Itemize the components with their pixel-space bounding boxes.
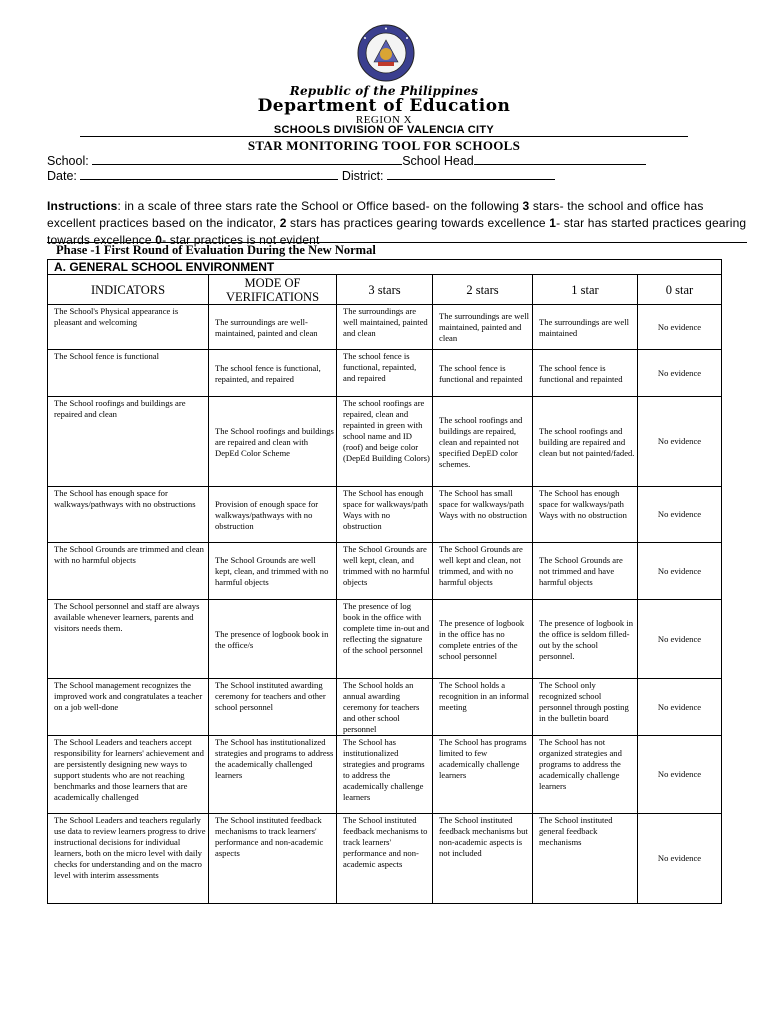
two-star-cell: The School has small space for walkways/path Ways with no obstruction bbox=[433, 487, 533, 543]
indicator-cell: The School roofings and buildings are repaired and clean bbox=[48, 397, 209, 487]
two-star-cell: The School has programs limited to few academically challenge learners bbox=[433, 736, 533, 814]
indicator-cell: The School's Physical appearance is pleasant and welcoming bbox=[48, 305, 209, 350]
rubric-table bbox=[47, 259, 722, 904]
instructions-number: 3 bbox=[522, 199, 530, 213]
mov-cell: The presence of logbook book in the office/s bbox=[209, 600, 337, 679]
district-label: District: bbox=[341, 169, 384, 183]
document-title: STAR MONITORING TOOL FOR SCHOOLS bbox=[247, 138, 521, 153]
header-divider bbox=[80, 136, 688, 137]
two-star-cell: The School Grounds are well kept and clean, not trimmed, and with no harmful objects bbox=[433, 543, 533, 600]
mov-cell: The School roofings and buildings are repaired and clean with DepEd Color Scheme bbox=[209, 397, 337, 487]
two-star-cell: The surroundings are well maintained, painted and clean bbox=[433, 305, 533, 350]
three-star-cell: The School Grounds are well kept, clean, and trimmed with no harmful objects bbox=[337, 543, 433, 600]
one-star-cell: The surroundings are well maintained bbox=[533, 305, 638, 350]
instructions-text: stars- the school and office has excellent practices based on the indicator, bbox=[47, 199, 704, 230]
section-row bbox=[48, 260, 722, 275]
zero-star-cell: No evidence bbox=[638, 679, 722, 736]
three-star-cell: The School instituted feedback mechanisms to track learners' performance and non-academic aspects bbox=[337, 814, 433, 904]
one-star-cell: The School only recognized school personnel through posting in the bulletin board bbox=[533, 679, 638, 736]
table-row bbox=[48, 397, 722, 487]
mov-cell: Provision of enough space for walkways/pathways with no obstruction bbox=[209, 487, 337, 543]
header-row bbox=[48, 275, 722, 305]
one-star-cell: The presence of logbook in the office is seldom filled-out by the school personnel. bbox=[533, 600, 638, 679]
district-blank[interactable] bbox=[387, 169, 555, 180]
date-blank[interactable] bbox=[80, 169, 338, 180]
column-header: MODE OF VERIFICATIONS bbox=[209, 275, 337, 305]
column-header: INDICATORS bbox=[48, 275, 209, 305]
mov-cell: The school fence is functional, repainted, and repaired bbox=[209, 350, 337, 397]
two-star-cell: The school roofings and buildings are repaired, clean and repainted not specified DepED color schemes. bbox=[433, 397, 533, 487]
school-blank[interactable] bbox=[92, 154, 402, 165]
table-row bbox=[48, 305, 722, 350]
two-star-cell: The School holds a recognition in an informal meeting bbox=[433, 679, 533, 736]
zero-star-cell: No evidence bbox=[638, 305, 722, 350]
republic-line: Republic of the Philippines bbox=[289, 84, 479, 98]
indicator-cell: The School has enough space for walkways/pathways with no obstructions bbox=[48, 487, 209, 543]
table-row bbox=[48, 679, 722, 736]
one-star-cell: The school fence is functional and repainted bbox=[533, 350, 638, 397]
three-star-cell: The school roofings are repaired, clean and repainted in green with school name and ID (roof) and beige color (DepEd Building Colors) bbox=[337, 397, 433, 487]
phase-heading: Phase -1 First Round of Evaluation During the New Normal bbox=[56, 243, 376, 257]
division-line: SCHOOLS DIVISION OF VALENCIA CITY bbox=[273, 124, 495, 136]
date-label: Date: bbox=[47, 169, 77, 183]
deped-seal-icon bbox=[357, 24, 415, 82]
three-star-cell: The school fence is functional, repainted, and repaired bbox=[337, 350, 433, 397]
one-star-cell: The School Grounds are not trimmed and have harmful objects bbox=[533, 543, 638, 600]
instructions-number: 2 bbox=[279, 216, 287, 230]
table-row bbox=[48, 600, 722, 679]
two-star-cell: The presence of logbook in the office has no complete entries of the school personnel bbox=[433, 600, 533, 679]
mov-cell: The School instituted feedback mechanisms to track learners' performance and non-academic aspects bbox=[209, 814, 337, 904]
three-star-cell: The surroundings are well maintained, painted and clean bbox=[337, 305, 433, 350]
table-row bbox=[48, 350, 722, 397]
instructions-text: - star practices is not evident bbox=[162, 233, 320, 247]
table-row bbox=[48, 487, 722, 543]
mov-cell: The surroundings are well-maintained, painted and clean bbox=[209, 305, 337, 350]
instructions-text: stars has practices gearing towards excellence bbox=[286, 216, 550, 230]
indicator-cell: The School Leaders and teachers accept responsibility for learners' achievement and are persistently designing new ways to support students who are not reaching benchmarks and those learners that are academically challenged bbox=[48, 736, 209, 814]
three-star-cell: The presence of log book in the office with complete time in-out and reflecting the signature of the school personnel bbox=[337, 600, 433, 679]
table-row bbox=[48, 543, 722, 600]
school-head-label: School Head bbox=[402, 154, 474, 168]
section-title: A. GENERAL SCHOOL ENVIRONMENT bbox=[48, 260, 722, 275]
instructions-label: Instructions bbox=[47, 199, 118, 213]
table-row bbox=[48, 736, 722, 814]
instructions-text: : in a scale of three stars rate the School or Office based- on the following bbox=[117, 199, 523, 213]
column-header: 2 stars bbox=[433, 275, 533, 305]
instructions-number: 0 bbox=[155, 233, 163, 247]
zero-star-cell: No evidence bbox=[638, 600, 722, 679]
zero-star-cell: No evidence bbox=[638, 397, 722, 487]
indicator-cell: The School Leaders and teachers regularly use data to review learners progress to drive instructional decisions for individual learners, both on the micro level with daily checks for understanding and on the macro level with interim assessments bbox=[48, 814, 209, 904]
zero-star-cell: No evidence bbox=[638, 814, 722, 904]
column-header: 1 star bbox=[533, 275, 638, 305]
one-star-cell: The School instituted general feedback mechanisms bbox=[533, 814, 638, 904]
three-star-cell: The School has institutionalized strategies and programs to address the academically challenge learners bbox=[337, 736, 433, 814]
column-header: 0 star bbox=[638, 275, 722, 305]
mov-cell: The School has institutionalized strategies and programs to address the academically challenged learners bbox=[209, 736, 337, 814]
two-star-cell: The School instituted feedback mechanisms but non-academic aspects is not included bbox=[433, 814, 533, 904]
department-name: Department of Education bbox=[257, 96, 511, 116]
zero-star-cell: No evidence bbox=[638, 487, 722, 543]
mov-cell: The School instituted awarding ceremony for teachers and other school personnel bbox=[209, 679, 337, 736]
instructions-number: 1 bbox=[549, 216, 557, 230]
table-row bbox=[48, 814, 722, 904]
one-star-cell: The school roofings and building are repaired and clean but not painted/faded. bbox=[533, 397, 638, 487]
column-header: 3 stars bbox=[337, 275, 433, 305]
indicator-cell: The School fence is functional bbox=[48, 350, 209, 397]
one-star-cell: The School has not organized strategies and programs to address the academically challenge learners bbox=[533, 736, 638, 814]
three-star-cell: The School has enough space for walkways/path Ways with no obstruction bbox=[337, 487, 433, 543]
school-label: School: bbox=[47, 154, 89, 168]
three-star-cell: The School holds an annual awarding ceremony for teachers and other school personnel bbox=[337, 679, 433, 736]
indicator-cell: The School Grounds are trimmed and clean with no harmful objects bbox=[48, 543, 209, 600]
region-line: REGION X bbox=[355, 114, 413, 126]
mov-cell: The School Grounds are well kept, clean, and trimmed with no harmful objects bbox=[209, 543, 337, 600]
date-field-row bbox=[47, 169, 555, 183]
zero-star-cell: No evidence bbox=[638, 350, 722, 397]
zero-star-cell: No evidence bbox=[638, 736, 722, 814]
two-star-cell: The school fence is functional and repainted bbox=[433, 350, 533, 397]
indicator-cell: The School management recognizes the improved work and congratulates a teacher on a job well-done bbox=[48, 679, 209, 736]
zero-star-cell: No evidence bbox=[638, 543, 722, 600]
one-star-cell: The School has enough space for walkways/path Ways with no obstruction bbox=[533, 487, 638, 543]
school-field-row bbox=[47, 154, 646, 168]
school-head-blank[interactable] bbox=[474, 154, 646, 165]
instructions-text: - star has started practices gearing towards excellence bbox=[47, 216, 747, 247]
indicator-cell: The School personnel and staff are always available whenever learners, parents and visitors needs them. bbox=[48, 600, 209, 679]
